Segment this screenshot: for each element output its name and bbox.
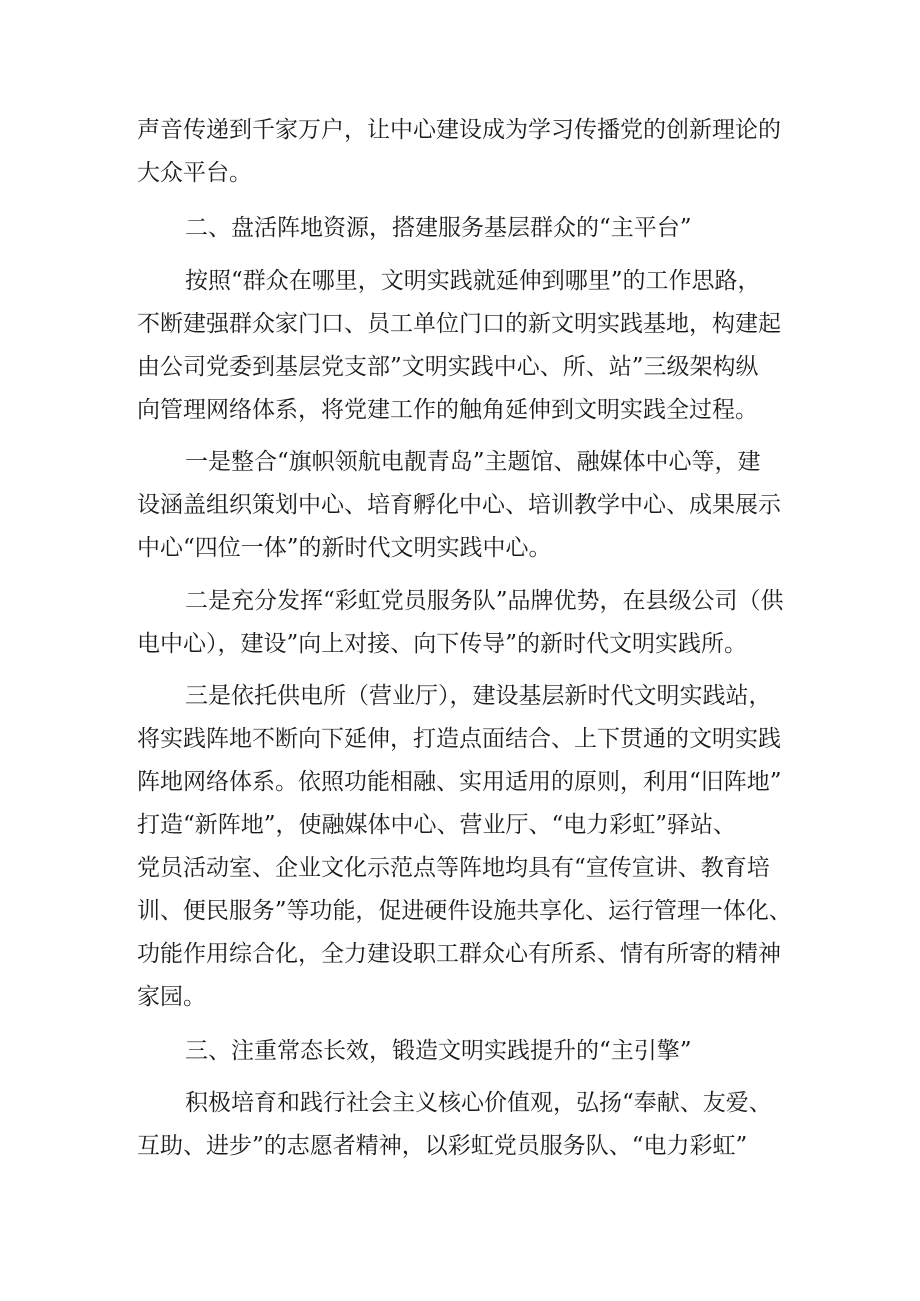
text-line [0,933,920,976]
line-text: 功能作用综合化，全力建设职工群众心有所系、情有所寄的精神 [137,941,781,967]
text-line [0,389,920,432]
text-line [0,623,920,666]
text-line [0,804,920,847]
line-text: 训、便民服务”等功能，促进硬件设施共享化、运行管理一体化、 [137,898,792,924]
line-text: 家园。 [137,984,206,1010]
line-text: 中心“四位一体”的新时代文明实践中心。 [137,535,552,561]
line-text: 互助、进步”的志愿者精神，以彩虹党员服务队、“电力彩虹” [137,1133,748,1159]
text-line [0,109,920,152]
line-text: 一是整合“旗帜领航电靓青岛”主题馆、融媒体中心等，建 [185,449,761,475]
text-line [0,484,920,527]
text-line [0,346,920,389]
line-text: 阵地网络体系。依照功能相融、实用适用的原则，利用“旧阵地” [137,769,782,795]
line-text: 二是充分发挥“彩虹党员服务队”品牌优势，在县级公司（供 [185,588,784,614]
text-line [0,303,920,346]
text-line [0,847,920,890]
text-line [0,260,920,303]
heading-text: 三、注重常态长效，锻造文明实践提升的“主引擎” [185,1038,692,1064]
text-line [0,152,920,195]
line-text: 向管理网络体系，将党建工作的触角延伸到文明实践全过程。 [137,397,758,423]
heading-text: 二、盘活阵地资源，搭建服务基层群众的“主平台” [185,215,692,241]
line-text: 打造“新阵地”，使融媒体中心、营业厅、“电力彩虹”驿站、 [137,812,737,838]
section-heading [0,207,920,250]
text-line [0,1125,920,1168]
line-text: 大众平台。 [137,160,252,186]
line-text: 积极培育和践行社会主义核心价值观，弘扬“奉献、友爱、 [185,1090,772,1116]
text-line [0,976,920,1019]
line-text: 声音传递到千家万户，让中心建设成为学习传播党的创新理论的 [137,117,781,143]
text-line [0,1082,920,1125]
line-text: 由公司党委到基层党支部”文明实践中心、所、站”三级架构纵 [137,354,759,380]
line-text: 按照“群众在哪里，文明实践就延伸到哪里”的工作思路， [185,268,761,294]
line-text: 设涵盖组织策划中心、培育孵化中心、培训教学中心、成果展示 [137,492,781,518]
text-line [0,675,920,718]
text-line [0,761,920,804]
section-heading [0,1030,920,1073]
line-text: 电中心），建设”向上对接、向下传导”的新时代文明实践所。 [137,631,748,657]
text-line [0,890,920,933]
text-line [0,580,920,623]
text-line [0,527,920,570]
line-text: 不断建强群众家门口、员工单位门口的新文明实践基地，构建起 [137,311,781,337]
line-text: 三是依托供电所（营业厅），建设基层新时代文明实践站， [185,683,772,709]
text-line [0,718,920,761]
line-text: 将实践阵地不断向下延伸，打造点面结合、上下贯通的文明实践 [137,726,781,752]
line-text: 党员活动室、企业文化示范点等阵地均具有“宣传宣讲、教育培 [137,855,770,881]
text-line [0,441,920,484]
